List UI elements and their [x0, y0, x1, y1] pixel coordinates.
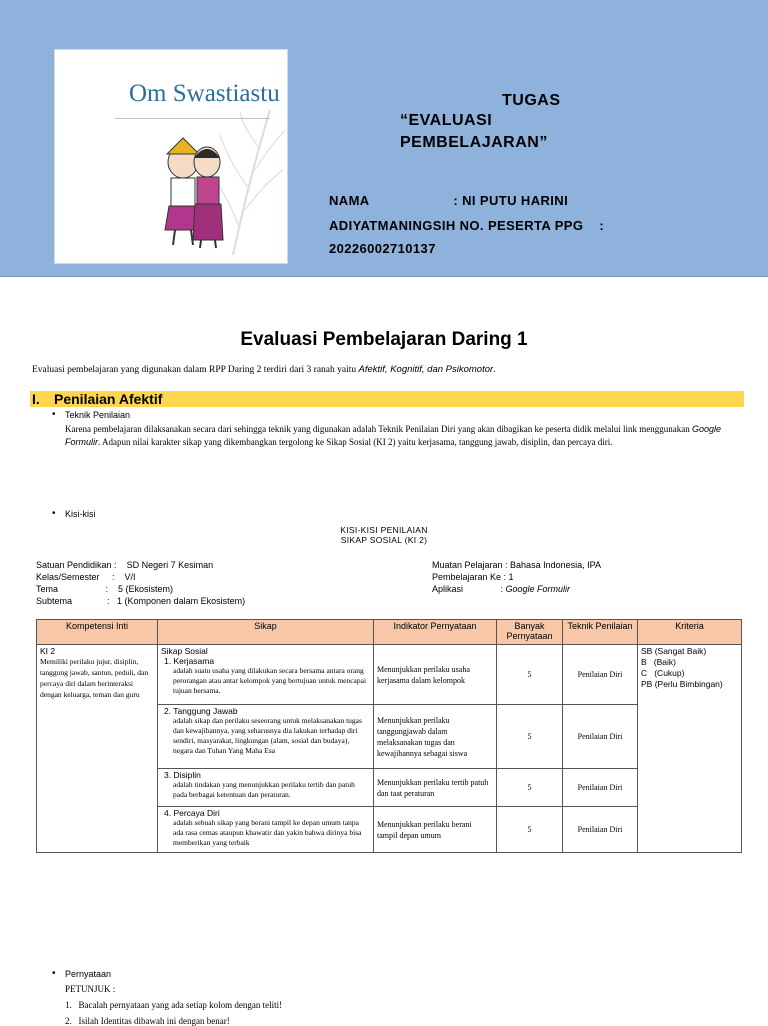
sikap-cell: 4. Percaya Diri adalah sebuah sikap yang berani tampil ke depan umum tanpa ada rasa cemas ataupun khawatir dan yakin bahwa dirinya bisa memberikan yang terbaik	[158, 807, 374, 853]
sikap-cell: 2. Tanggung Jawab adalah sikap dan perilaku seseorang untuk melaksanakan tugas dan kewajibannya, yang seharusnya dia lakukan terhadap diri sendiri, masyarakat, lingkungan (alam, sosial dan budaya), negara dan Tuhan Yang Maha Esa	[158, 705, 374, 769]
greeting-illustration	[54, 49, 288, 264]
teknik-cell: Penilaian Diri	[563, 807, 638, 853]
kriteria-cell: SB (Sangat Baik) B (Baik) C (Cukup) PB (Perlu Bimbingan)	[638, 645, 742, 853]
header-indikator: Indikator Pernyataan	[374, 620, 497, 645]
greeting-divider	[115, 118, 270, 119]
tugas-pembelajaran: PEMBELAJARAN”	[400, 134, 548, 151]
petunjuk-item: 1. Bacalah pernyataan yang ada setiap kolom dengan teliti!	[65, 1000, 283, 1010]
greeting-title: Om Swastiastu	[129, 80, 280, 107]
info-satuan: Satuan Pendidikan : SD Negeri 7 Kesiman	[36, 560, 214, 570]
petunjuk-item: 2. Isilah Identitas dibawah ini dengan benar!	[65, 1016, 230, 1026]
kisi-label: • Kisi-kisi	[65, 509, 96, 519]
info-kelas: Kelas/Semester : V/I	[36, 572, 136, 582]
indikator-cell: Menunjukkan perilaku berani tampil depan umum	[374, 807, 497, 853]
indikator-cell: Menunjukkan perilaku tertib patuh dan taat peraturan	[374, 769, 497, 807]
banyak-cell: 5	[497, 807, 563, 853]
sikap-cell: Sikap Sosial 1. Kerjasama adalah suatu usaha yang dilakukan secara bersama antara orang perorangan atau antar kelompok yang bertujuan untuk mencapai tujuan bersama.	[158, 645, 374, 705]
header-kompetensi: Kompetensi Inti	[37, 620, 158, 645]
pernyataan-label: • Pernyataan	[65, 969, 111, 979]
kisi-subheading: SIKAP SOSIAL (KI 2)	[340, 535, 428, 545]
teknik-cell: Penilaian Diri	[563, 769, 638, 807]
student-name: NAMA : NI PUTU HARINI	[329, 193, 569, 208]
tugas-heading: TUGAS	[502, 92, 561, 109]
participant-number: 20226002710137	[329, 241, 436, 256]
info-muatan: Muatan Pelajaran : Bahasa Indonesia, IPA	[432, 560, 601, 570]
sikap-cell: 3. Disiplin adalah tindakan yang menunjukkan perilaku tertib dan patuh pada berbagai ketentuan dan peraturan.	[158, 769, 374, 807]
ki-cell: KI 2 Memiliki perilaku jujur, disiplin, tanggung jawab, santun, peduli, dan percaya diri dalam berinteraksi dengan keluarga, teman dan guru	[37, 645, 158, 853]
teknik-label: • Teknik Penilaian	[65, 410, 130, 420]
page-title: Evaluasi Pembelajaran Daring 1	[240, 329, 528, 350]
table-row	[37, 645, 742, 705]
kisi-table	[36, 619, 742, 853]
teknik-paragraph: Karena pembelajaran dilaksanakan secara dari sehingga teknik yang digunakan adalah Teknik Penilaian Diri yang akan dibagikan ke peserta didik melalui link menggunakan Google Formulir. Adapun nilai karakter sikap yang dikembangkan tergolong ke Sikap Sosial (KI 2) yaitu kerjasama, tanggung jawab, disiplin, dan percaya diri.	[65, 424, 722, 447]
header-sikap: Sikap	[158, 620, 374, 645]
info-pembelajaran: Pembelajaran Ke : 1	[432, 572, 514, 582]
indikator-cell: Menunjukkan perilaku usaha kerjasama dalam kelompok	[374, 645, 497, 705]
header-teknik: Teknik Penilaian	[563, 620, 638, 645]
petunjuk-heading: PETUNJUK :	[65, 984, 116, 994]
section-number: I.	[32, 391, 40, 407]
info-aplikasi: Aplikasi : Google Formulir	[432, 584, 571, 594]
header-kriteria: Kriteria	[638, 620, 742, 645]
banyak-cell: 5	[497, 769, 563, 807]
intro-text: Evaluasi pembelajaran yang digunakan dalam RPP Daring 2 terdiri dari 3 ranah yaitu Afektif, Kognitif, dan Psikomotor.	[32, 364, 496, 375]
info-tema: Tema : 5 (Ekosistem)	[36, 584, 174, 594]
banyak-cell: 5	[497, 645, 563, 705]
kisi-heading: KISI-KISI PENILAIAN	[340, 525, 428, 535]
header-banyak: Banyak Pernyataan	[497, 620, 563, 645]
info-subtema: Subtema : 1 (Komponen dalam Ekosistem)	[36, 596, 246, 606]
teknik-cell: Penilaian Diri	[563, 705, 638, 769]
tugas-evaluasi: “EVALUASI	[400, 112, 493, 129]
teknik-cell: Penilaian Diri	[563, 645, 638, 705]
indikator-cell: Menunjukkan perilaku tanggungjawab dalam melaksanakan tugas dan kewajibannya sebagai siswa	[374, 705, 497, 769]
section-title: Penilaian Afektif	[54, 391, 163, 407]
cover-banner	[0, 0, 768, 277]
student-name-cont: ADIYATMANINGSIH NO. PESERTA PPG :	[329, 218, 605, 233]
banyak-cell: 5	[497, 705, 563, 769]
